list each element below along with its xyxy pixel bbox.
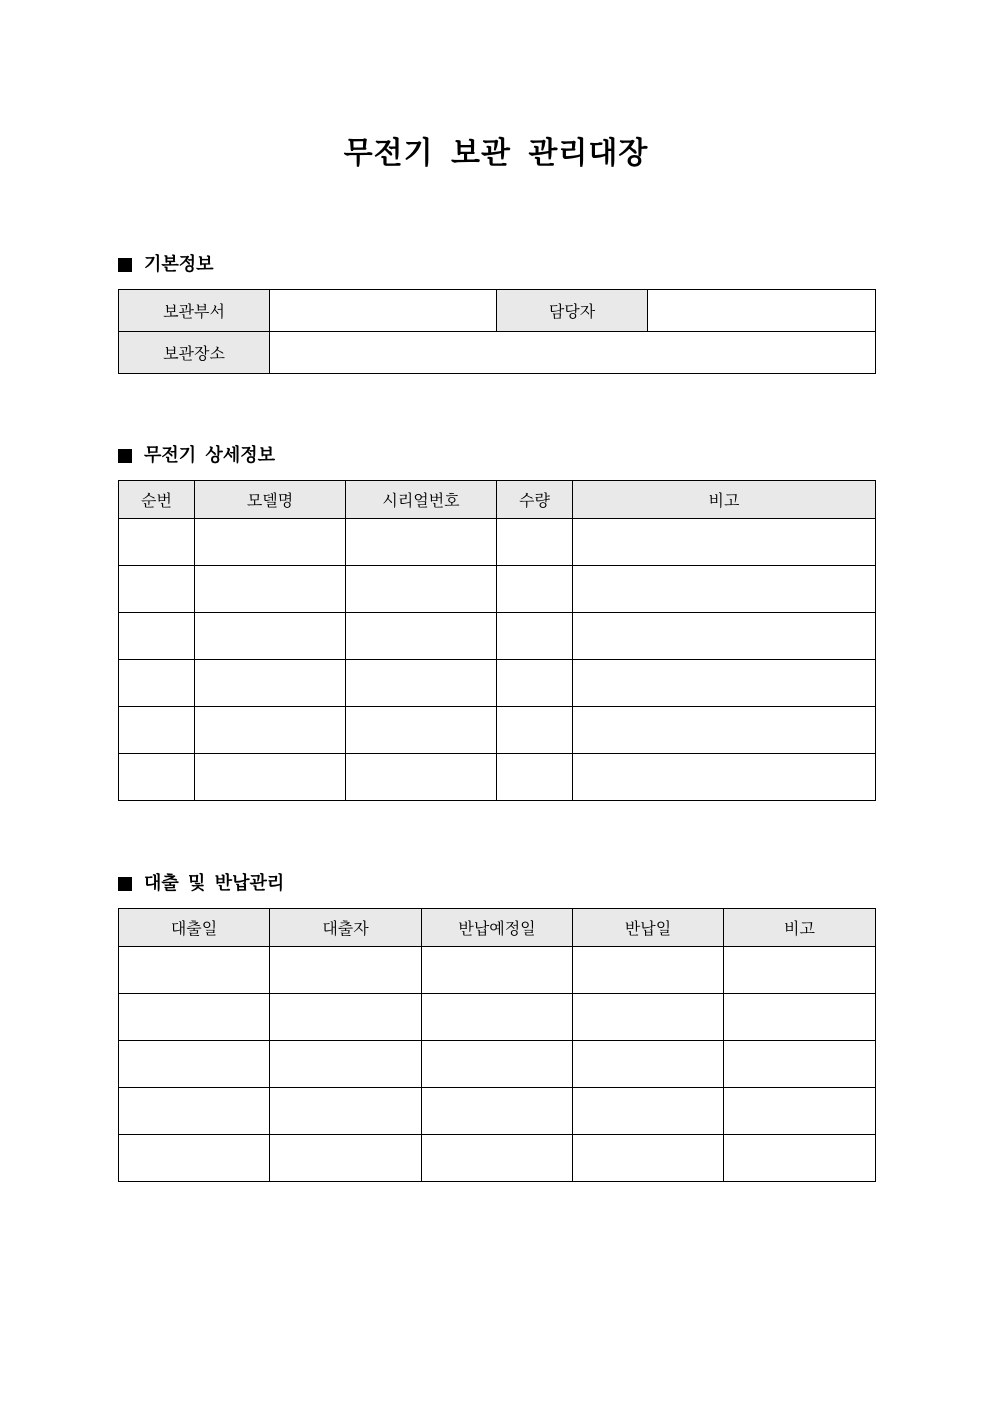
section-heading-loan [118,872,284,896]
table-cell[interactable] [346,660,497,707]
table-cell[interactable] [422,947,573,994]
table-header-row [119,909,876,947]
table-cell[interactable] [195,566,346,613]
table-cell[interactable] [119,947,270,994]
table-cell[interactable] [195,660,346,707]
manager-field[interactable] [648,290,876,332]
square-bullet-icon [118,449,132,463]
table-cell[interactable] [422,1135,573,1182]
table-row [119,332,876,374]
loan-table [118,908,876,1182]
table-cell[interactable] [573,566,876,613]
section-heading-detail [118,444,275,468]
table-cell[interactable] [573,994,724,1041]
table-cell[interactable] [346,519,497,566]
column-header: 대출자 [270,909,422,947]
table-cell[interactable] [119,613,195,660]
table-cell[interactable] [270,1135,422,1182]
table-cell[interactable] [573,519,876,566]
table-cell[interactable] [270,947,422,994]
basic-info-table [118,289,876,374]
table-row [119,1088,876,1135]
table-cell[interactable] [497,754,573,801]
table-row [119,519,876,566]
section-heading-loan-text: 대출 및 반납관리 [144,873,285,894]
column-header: 반납예정일 [422,909,573,947]
table-cell[interactable] [119,660,195,707]
column-header: 시리얼번호 [346,481,497,519]
table-row [119,290,876,332]
table-cell[interactable] [573,660,876,707]
table-row [119,947,876,994]
table-cell[interactable] [724,994,876,1041]
table-cell[interactable] [119,994,270,1041]
table-row [119,1041,876,1088]
table-row [119,566,876,613]
table-cell[interactable] [119,1041,270,1088]
table-cell[interactable] [119,1088,270,1135]
table-cell[interactable] [497,613,573,660]
table-row [119,707,876,754]
table-cell[interactable] [119,754,195,801]
manager-label: 담당자 [497,290,648,332]
table-cell[interactable] [497,660,573,707]
table-cell[interactable] [497,566,573,613]
square-bullet-icon [118,877,132,891]
table-cell[interactable] [573,707,876,754]
table-header-row [119,481,876,519]
column-header: 모델명 [195,481,346,519]
table-cell[interactable] [422,994,573,1041]
dept-label: 보관부서 [119,290,270,332]
column-header: 비고 [573,481,876,519]
column-header: 순번 [119,481,195,519]
dept-field[interactable] [270,290,497,332]
table-cell[interactable] [195,754,346,801]
table-cell[interactable] [573,1135,724,1182]
table-cell[interactable] [573,754,876,801]
table-cell[interactable] [422,1088,573,1135]
column-header: 수량 [497,481,573,519]
table-cell[interactable] [195,707,346,754]
table-cell[interactable] [573,1088,724,1135]
section-heading-basic-text: 기본정보 [144,254,214,275]
table-cell[interactable] [724,1041,876,1088]
page-title: 무전기 보관 관리대장 [343,136,649,171]
table-cell[interactable] [119,566,195,613]
table-cell[interactable] [195,613,346,660]
table-cell[interactable] [346,613,497,660]
table-cell[interactable] [346,707,497,754]
table-cell[interactable] [724,1088,876,1135]
section-heading-detail-text: 무전기 상세정보 [144,445,275,466]
table-row [119,994,876,1041]
column-header: 비고 [724,909,876,947]
table-cell[interactable] [497,519,573,566]
table-row [119,660,876,707]
table-cell[interactable] [270,1041,422,1088]
table-cell[interactable] [573,947,724,994]
table-row [119,754,876,801]
table-cell[interactable] [346,754,497,801]
location-field[interactable] [270,332,876,374]
table-cell[interactable] [270,994,422,1041]
column-header: 반납일 [573,909,724,947]
detail-table [118,480,876,801]
section-heading-basic [118,253,214,277]
table-row [119,613,876,660]
table-cell[interactable] [573,613,876,660]
table-cell[interactable] [573,1041,724,1088]
table-cell[interactable] [119,1135,270,1182]
table-cell[interactable] [724,1135,876,1182]
table-cell[interactable] [346,566,497,613]
table-cell[interactable] [195,519,346,566]
table-cell[interactable] [119,707,195,754]
square-bullet-icon [118,258,132,272]
location-label: 보관장소 [119,332,270,374]
table-cell[interactable] [497,707,573,754]
table-cell[interactable] [119,519,195,566]
table-cell[interactable] [724,947,876,994]
table-cell[interactable] [270,1088,422,1135]
table-cell[interactable] [422,1041,573,1088]
column-header: 대출일 [119,909,270,947]
table-row [119,1135,876,1182]
